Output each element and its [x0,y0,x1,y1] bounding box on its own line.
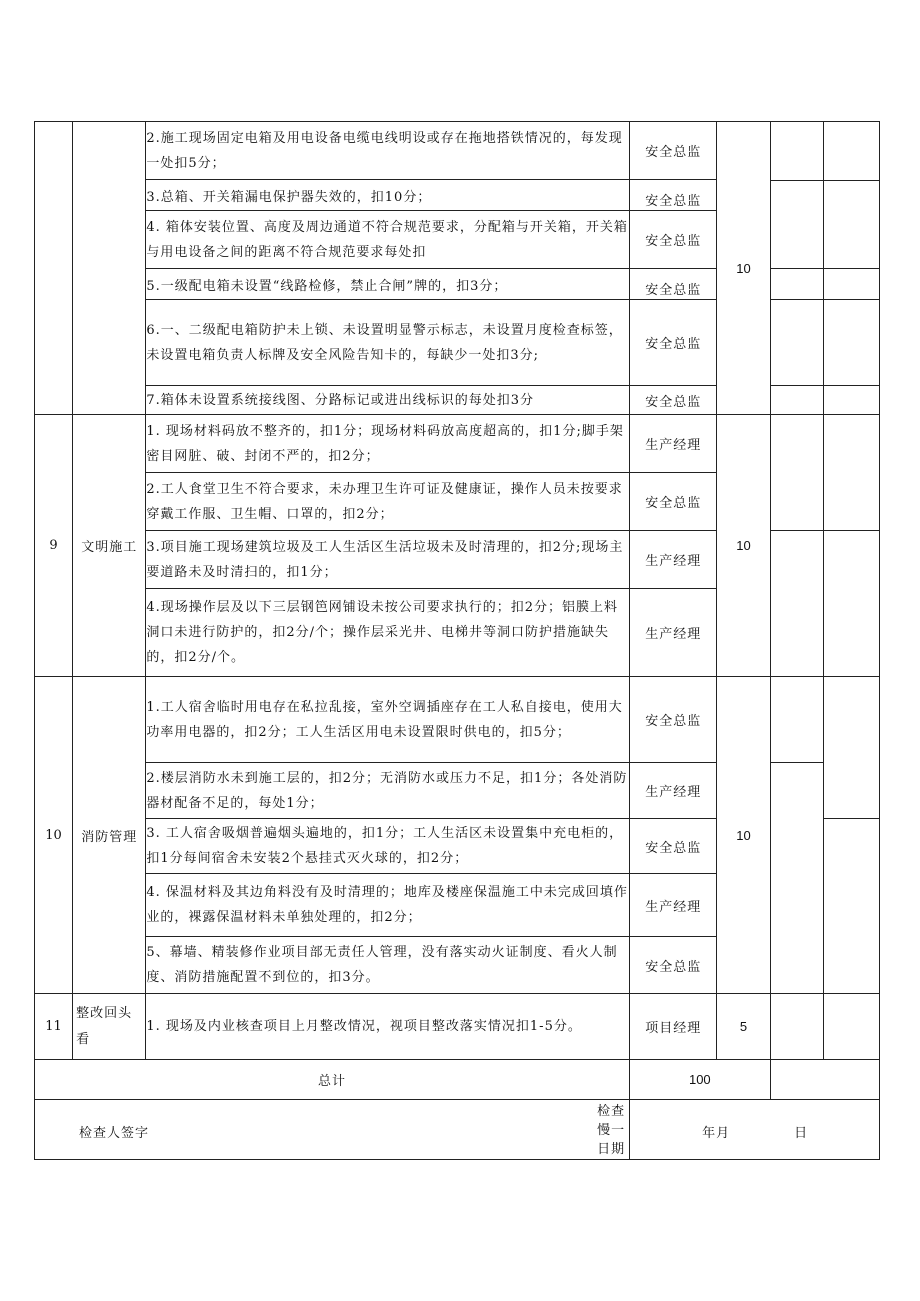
date-label-line-3: 日期 [597,1142,626,1157]
category-label: 整改回头看 [73,994,146,1060]
date-label-line-1: 检查 [597,1104,626,1119]
criteria-text: 4. 保温材料及其边角料没有及时清理的；地库及楼座保温施工中未完成回填作业的，裸露保温材料未单独处理的，扣2分； [146,874,630,937]
responsible-role: 生产经理 [630,589,717,677]
remark-cell[interactable] [823,122,879,181]
responsible-role: 项目经理 [630,994,717,1060]
remark-cell[interactable] [823,300,879,386]
section-score: 10 [717,415,770,677]
responsible-role: 生产经理 [630,415,717,473]
deduction-cell[interactable] [770,122,823,181]
date-label-line-2: 慢一 [597,1123,626,1138]
category-label: 文明施工 [73,415,146,677]
responsible-role: 生产经理 [630,531,717,589]
criteria-text: 6.一、二级配电箱防护未上锁、未设置明显警示标志，未设置月度检查标签，未设置电箱负责人标牌及安全风险告知卡的，每缺少一处扣3分; [146,300,630,386]
criteria-text: 3.总箱、开关箱漏电保护器失效的，扣10分； [146,180,630,211]
table-row [35,122,880,180]
criteria-text: 4.现场操作层及以下三层钢笆网铺设未按公司要求执行的；扣2分；铝膜上料洞口未进行防护的，扣2分/个；操作层采光井、电梯井等洞口防护措施缺失的，扣2分/个。 [146,589,630,677]
inspection-score-table [34,121,880,1160]
deduction-cell[interactable] [770,181,823,269]
responsible-role: 安全总监 [630,211,717,269]
criteria-text: 5、幕墙、精装修作业项目部无责任人管理，没有落实动火证制度、看火人制度、消防措施配置不到位的，扣3分。 [146,937,630,994]
remark-cell[interactable] [823,415,879,531]
criteria-text: 1.工人宿舍临时用电存在私拉乱接，室外空调插座存在工人私自接电，使用大功率用电器的，扣2分；工人生活区用电未设置限时供电的，扣5分； [146,677,630,763]
date-cell[interactable] [630,1100,880,1160]
total-label: 总计 [35,1060,630,1100]
table-row [35,677,880,763]
remark-cell[interactable] [823,677,879,819]
responsible-role: 生产经理 [630,874,717,937]
section-score: 5 [717,994,770,1060]
total-score: 100 [630,1060,770,1100]
responsible-role: 安全总监 [630,300,717,386]
total-deduction-cell[interactable] [770,1060,879,1100]
row-number: 9 [35,415,73,677]
responsible-role: 安全总监 [630,937,717,994]
category-label: 消防管理 [73,677,146,994]
deduction-cell[interactable] [770,677,823,763]
deduction-cell[interactable] [770,386,823,415]
responsible-role: 安全总监 [630,473,717,531]
responsible-role: 安全总监 [630,677,717,763]
inspector-signature-label: 检查人签字 [79,1126,150,1141]
signature-row [35,1100,880,1160]
deduction-cell[interactable] [770,531,823,677]
deduction-cell[interactable] [770,763,823,994]
deduction-cell[interactable] [770,994,823,1060]
category-cell [73,122,146,415]
criteria-text: 7.箱体未设置系统接线图、分路标记或进出线标识的每处扣3分 [146,386,630,415]
criteria-text: 1. 现场及内业核查项目上月整改情况，视项目整改落实情况扣1-5分。 [146,994,630,1060]
responsible-role: 安全总监 [630,819,717,874]
criteria-text: 2.工人食堂卫生不符合要求，未办理卫生许可证及健康证，操作人员未按要求穿戴工作服、卫生帽、口罩的，扣2分； [146,473,630,531]
signature-cell[interactable] [35,1100,630,1160]
criteria-text: 5.一级配电箱未设置“线路检修，禁止合闸”牌的，扣3分； [146,269,630,300]
remark-cell[interactable] [823,819,879,994]
remark-cell[interactable] [823,181,879,269]
remark-cell[interactable] [823,386,879,415]
table-row [35,994,880,1060]
deduction-cell[interactable] [770,269,823,300]
remark-cell[interactable] [823,994,879,1060]
responsible-role: 安全总监 [630,122,717,180]
section-score: 10 [717,122,770,415]
criteria-text: 2.楼层消防水未到施工层的，扣2分；无消防水或压力不足，扣1分；各处消防器材配备不足的，每处1分； [146,763,630,819]
inspection-date-label [597,1102,625,1159]
table-row [35,415,880,473]
criteria-text: 1. 现场材料码放不整齐的，扣1分；现场材料码放高度超高的，扣1分;脚手架密目网脏、破、封闭不严的，扣2分； [146,415,630,473]
remark-cell[interactable] [823,531,879,677]
section-score: 10 [717,677,770,994]
responsible-role: 生产经理 [630,763,717,819]
year-month-label: 年月 [702,1126,731,1141]
responsible-role: 安全总监 [630,180,717,211]
remark-cell[interactable] [823,269,879,300]
deduction-cell[interactable] [770,415,823,531]
day-label: 日 [794,1126,808,1141]
responsible-role: 安全总监 [630,386,717,415]
responsible-role: 安全总监 [630,269,717,300]
row-number: 10 [35,677,73,994]
row-number: 11 [35,994,73,1060]
row-number-cell [35,122,73,415]
criteria-text: 2.施工现场固定电箱及用电设备电缆电线明设或存在拖地搭铁情况的，每发现一处扣5分； [146,122,630,180]
criteria-text: 3.项目施工现场建筑垃圾及工人生活区生活垃圾未及时清理的，扣2分;现场主要道路未及时清扫的，扣1分； [146,531,630,589]
deduction-cell[interactable] [770,300,823,386]
criteria-text: 4. 箱体安装位置、高度及周边通道不符合规范要求，分配箱与开关箱，开关箱与用电设备之间的距离不符合规范要求每处扣 [146,211,630,269]
total-row [35,1060,880,1100]
criteria-text: 3. 工人宿舍吸烟普遍烟头遍地的，扣1分；工人生活区未设置集中充电柜的，扣1分每间宿舍未安装2个悬挂式灭火球的，扣2分； [146,819,630,874]
